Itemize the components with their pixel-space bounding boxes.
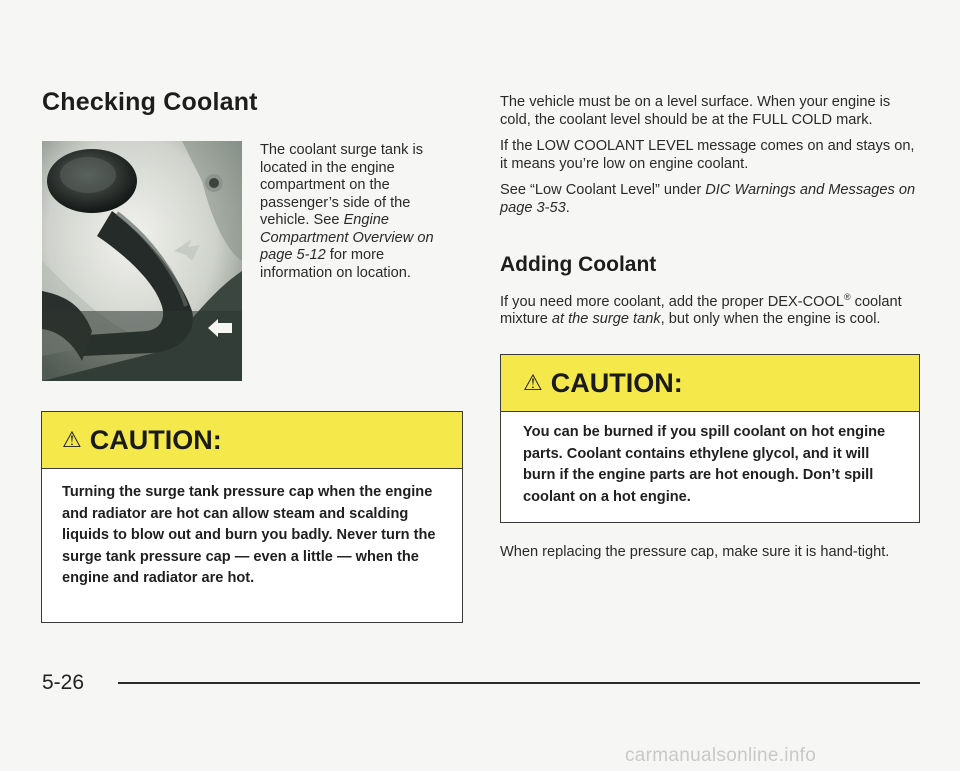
add-text-start: If you need more coolant, add the proper DEX-COOL	[500, 293, 844, 310]
right-text-block	[500, 94, 920, 226]
section-heading: Checking Coolant	[42, 88, 258, 116]
engine-photo-illustration	[42, 141, 242, 381]
caution-box-left	[41, 411, 463, 623]
dic-text: See “Low Coolant Level” under	[500, 182, 706, 198]
registered-mark: ®	[843, 292, 851, 302]
coolant-surge-tank-photo	[42, 141, 242, 381]
caution-title: CAUTION:	[89, 424, 222, 455]
intro-text-end: for more information on location.	[260, 247, 411, 281]
intro-paragraph	[260, 142, 460, 282]
caution-box-right	[500, 354, 920, 523]
add-text-mid: coolant mixture	[500, 293, 902, 328]
caution-header	[501, 355, 919, 412]
dic-reference-paragraph	[500, 182, 920, 217]
adding-coolant-paragraph	[500, 289, 920, 329]
watermark: carmanualsonline.info	[625, 745, 817, 766]
dic-period: .	[565, 199, 570, 216]
low-coolant-paragraph: If the LOW COOLANT LEVEL message comes on and stays on, it means you’re low on engine coolant.	[500, 138, 915, 172]
caution-header	[42, 412, 462, 469]
page-number: 5-26	[42, 671, 85, 694]
dic-warnings-reference: DIC Warnings and Messages on page 3-53	[500, 182, 916, 216]
engine-compartment-reference: Engine Compartment Overview on page 5-12	[260, 212, 434, 263]
intro-text-start: The coolant surge tank is located in the engine compartment on the passenger’s side of the vehicle. See	[260, 142, 424, 228]
adding-coolant-heading: Adding Coolant	[500, 253, 657, 276]
warning-triangle-icon: ⚠	[62, 427, 82, 452]
add-text-end: , but only when the engine is cool.	[660, 311, 881, 328]
footer-rule	[118, 682, 920, 684]
caution-text: Turning the surge tank pressure cap when the engine and radiator are hot can allow steam and scalding liquids to blow out and burn you badly. Never turn the surge tank pressure cap — even a little — when the engine and radiator are hot.	[62, 484, 436, 586]
caution-title: CAUTION:	[550, 367, 683, 398]
pressure-cap-paragraph: When replacing the pressure cap, make sure it is hand-tight.	[500, 544, 890, 560]
level-surface-paragraph: The vehicle must be on a level surface. When your engine is cold, the coolant level should be at the FULL COLD mark.	[500, 94, 891, 128]
surge-tank-emphasis: at the surge tank	[551, 311, 661, 328]
warning-triangle-icon: ⚠	[523, 370, 543, 395]
caution-text: You can be burned if you spill coolant on hot engine parts. Coolant contains ethylene glycol, and it will burn if the engine parts are hot enough. Don’t spill coolant on a hot engine.	[523, 424, 886, 505]
